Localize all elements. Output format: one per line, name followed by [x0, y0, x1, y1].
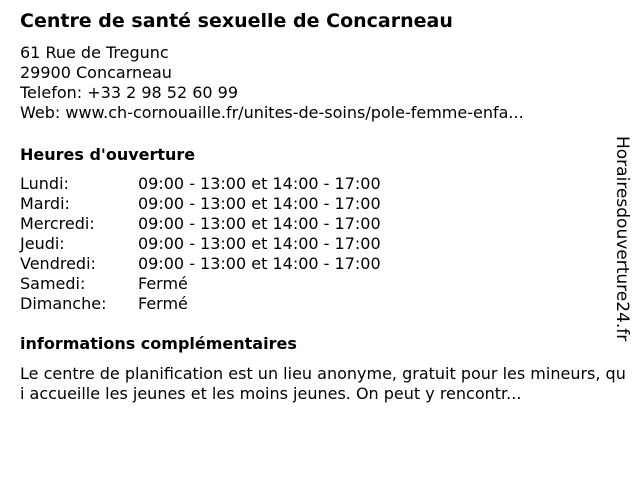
street-address: 61 Rue de Tregunc — [20, 43, 169, 62]
info-text: Le centre de planification est un lieu anonyme, gratuit pour les mineurs, qui accueille les jeunes et les moins jeunes. On peut y rencontr... — [20, 364, 626, 403]
day-label: Dimanche: — [20, 294, 107, 313]
hours-row-sunday — [20, 294, 381, 314]
hours-row-wednesday — [20, 214, 381, 234]
day-label: Samedi: — [20, 274, 86, 293]
hours-heading: Heures d'ouverture — [20, 145, 196, 164]
hours-row-friday — [20, 254, 381, 274]
info-heading: informations complémentaires — [20, 334, 297, 353]
day-label: Lundi: — [20, 174, 69, 193]
time-range: Fermé — [138, 274, 188, 293]
hours-row-thursday — [20, 234, 381, 254]
address-block — [20, 43, 524, 123]
hours-table — [20, 174, 381, 314]
info-description — [20, 338, 630, 404]
time-range: 09:00 - 13:00 et 14:00 - 17:00 — [138, 254, 381, 273]
website-url[interactable]: Web: www.ch-cornouaille.fr/unites-de-soins/pole-femme-enfa... — [20, 103, 524, 122]
place-title: Centre de santé sexuelle de Concarneau — [20, 10, 453, 32]
time-range: 09:00 - 13:00 et 14:00 - 17:00 — [138, 214, 381, 233]
city-postal: 29900 Concarneau — [20, 63, 172, 82]
day-label: Mercredi: — [20, 214, 95, 233]
time-range: 09:00 - 13:00 et 14:00 - 17:00 — [138, 194, 381, 213]
website-link[interactable] — [20, 103, 524, 123]
site-watermark: Horairesdouverture24.fr — [612, 136, 632, 342]
phone-number[interactable]: Telefon: +33 2 98 52 60 99 — [20, 83, 239, 102]
time-range: Fermé — [138, 294, 188, 313]
time-range: 09:00 - 13:00 et 14:00 - 17:00 — [138, 234, 381, 253]
hours-row-monday — [20, 174, 381, 194]
day-label: Jeudi: — [20, 234, 65, 253]
time-range: 09:00 - 13:00 et 14:00 - 17:00 — [138, 174, 381, 193]
day-label: Vendredi: — [20, 254, 96, 273]
hours-row-saturday — [20, 274, 381, 294]
hours-row-tuesday — [20, 194, 381, 214]
day-label: Mardi: — [20, 194, 70, 213]
